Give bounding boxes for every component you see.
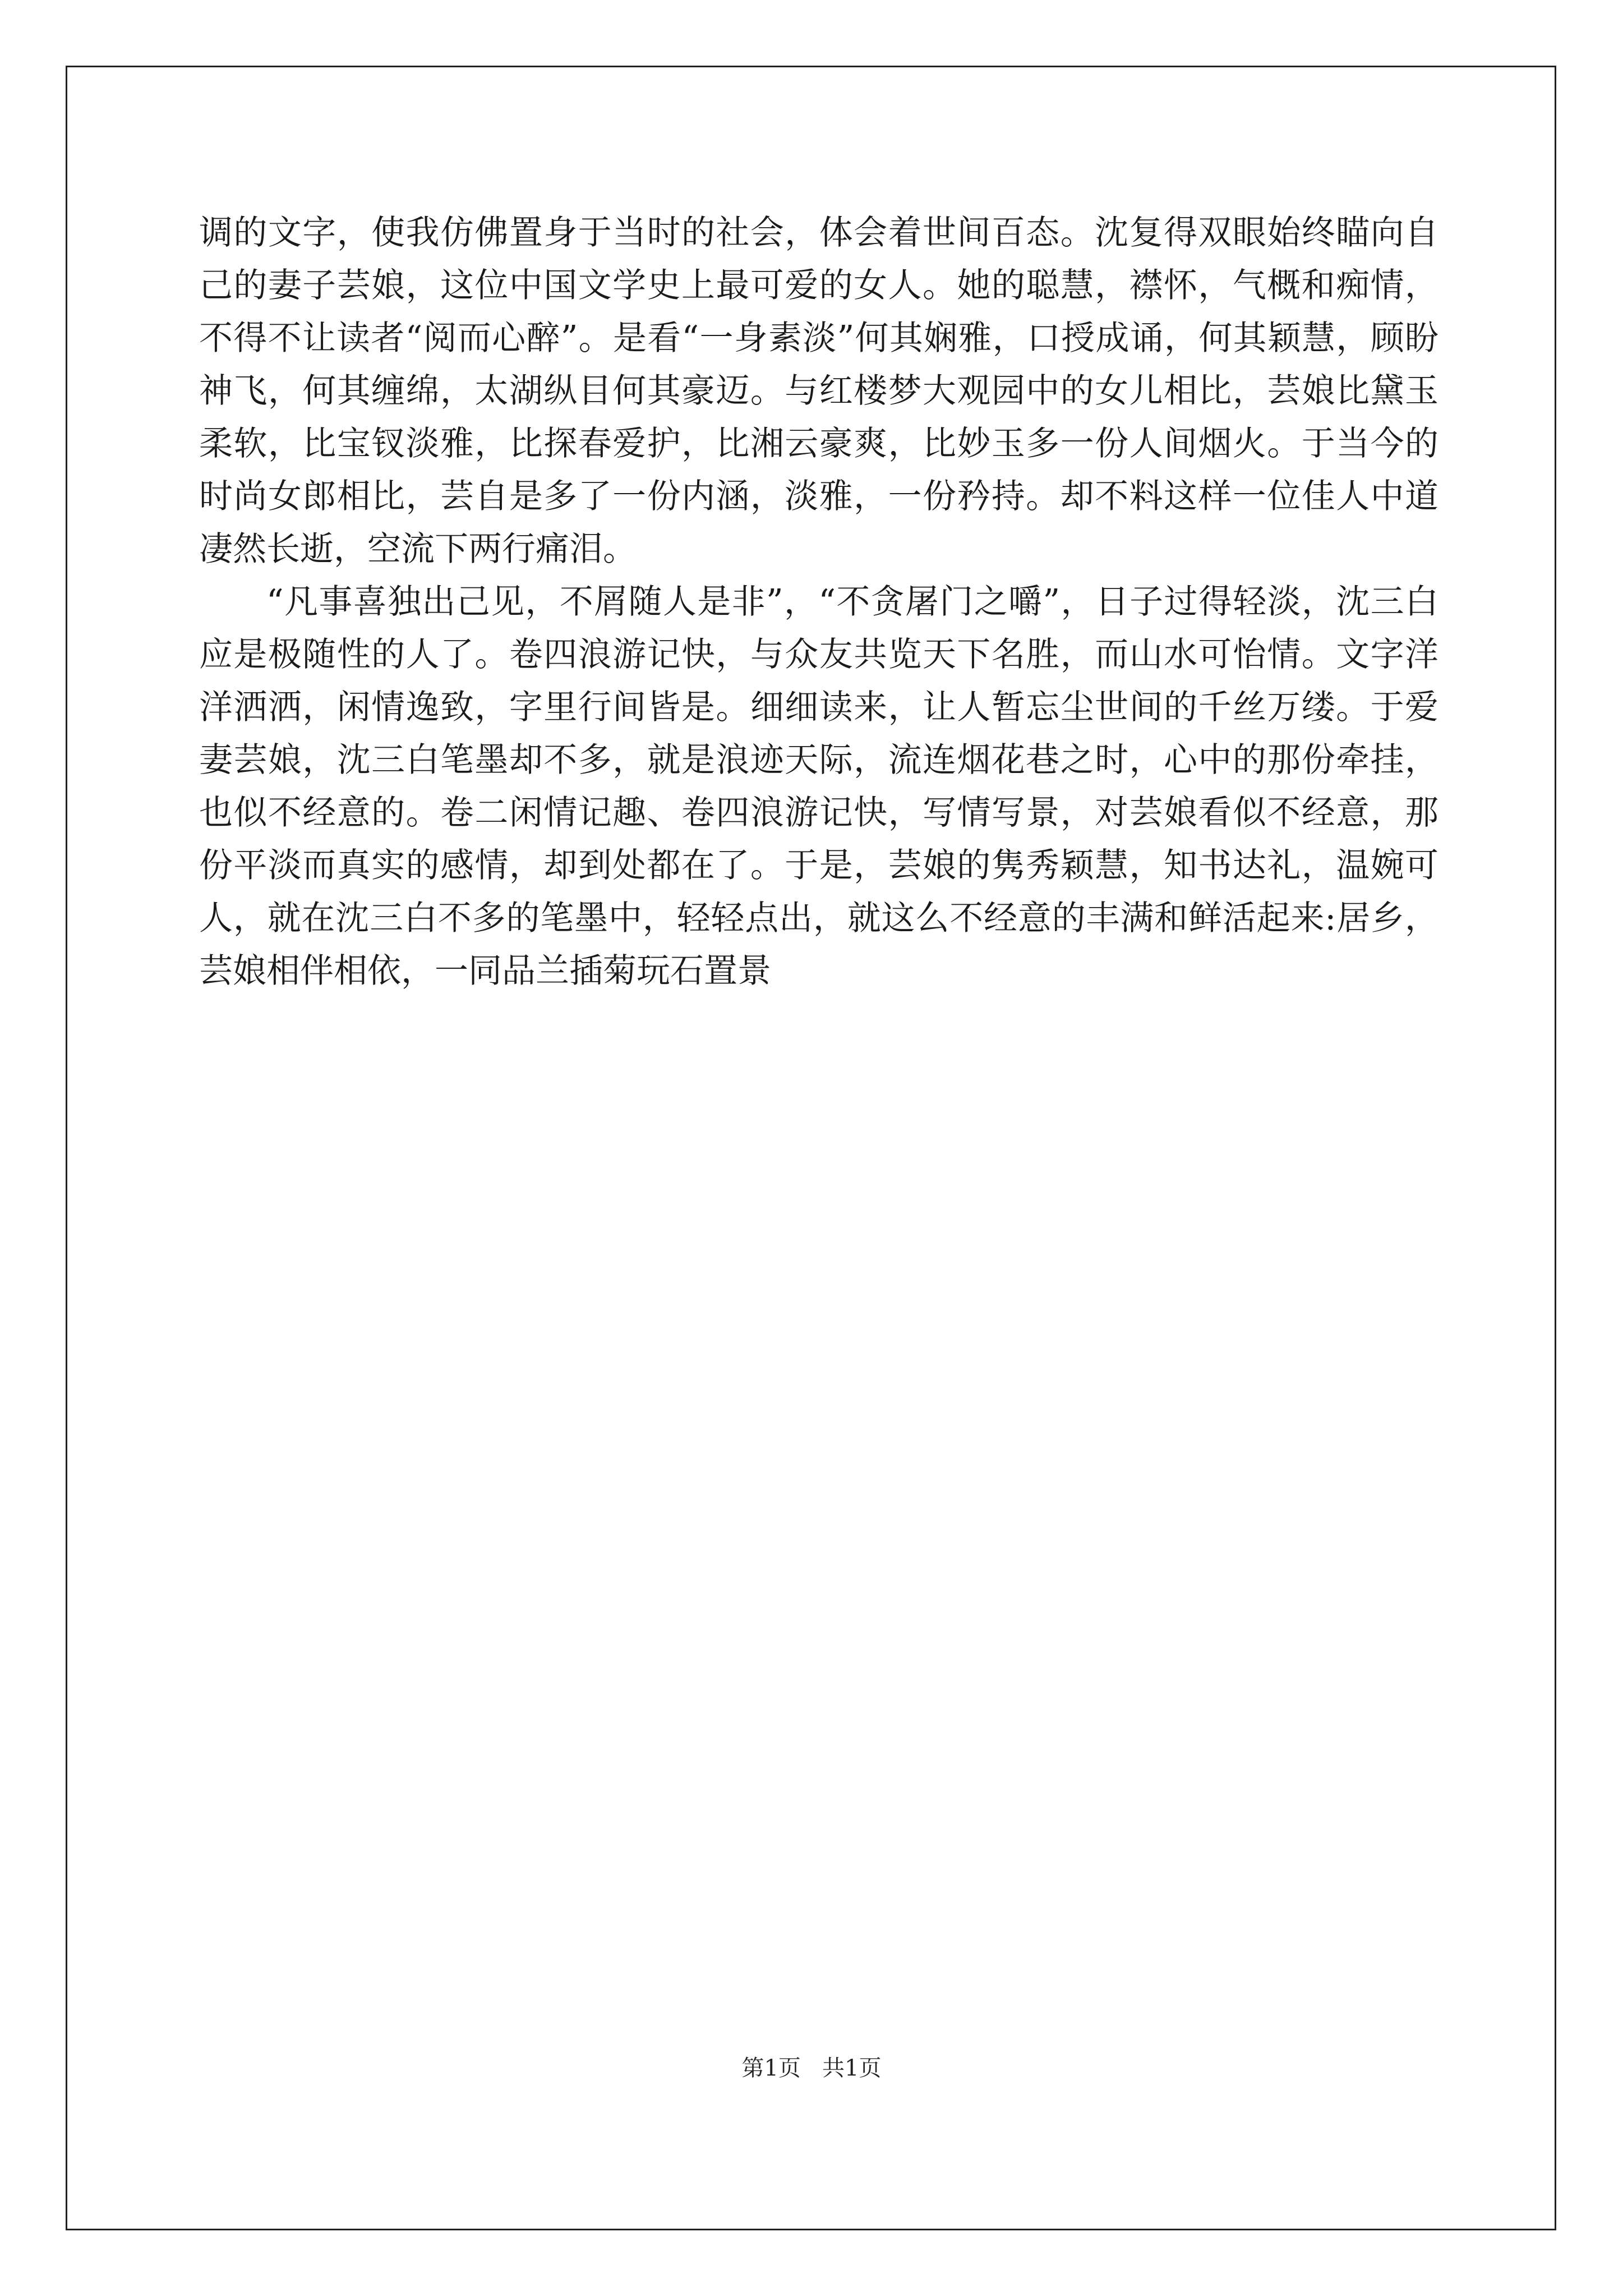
page-number: 第1页 共1页 — [741, 2055, 882, 2081]
paragraph-1: 调的文字，使我仿佛置身于当时的社会，体会着世间百态。沈复得双眼始终瞄向自己的妻子芸娘，这位中国文学史上最可爱的女人。她的聪慧，襟怀，气概和痴情，不得不让读者“阅而心醉”。是看“一身素淡”何其娴雅，口授成诵，何其颖慧，顾盼神飞，何其缠绵，太湖纵目何其豪迈。与红楼梦大观园中的女儿相比，芸娘比黛玉柔软，比宝钗淡雅，比探春爱护，比湘云豪爽，比妙玉多一份人间烟火。于当今的时尚女郎相比，芸自是多了一份内涵，淡雅，一份矜持。却不料这样一位佳人中道凄然长逝，空流下两行痛泪。 — [199, 213, 1438, 569]
paragraph-2: “凡事喜独出己见，不屑随人是非”，“不贪屠门之嚼”，日子过得轻淡，沈三白应是极随性的人了。卷四浪游记快，与众友共览天下名胜，而山水可怡情。文字洋洋洒洒，闲情逸致，字里行间皆是。细细读来，让人暂忘尘世间的千丝万缕。于爱妻芸娘，沈三白笔墨却不多，就是浪迹天际，流连烟花巷之时，心中的那份牵挂，也似不经意的。卷二闲情记趣、卷四浪游记快，写情写景，对芸娘看似不经意，那份平淡而真实的感情，却到处都在了。于是，芸娘的隽秀颖慧，知书达礼，温婉可人，就在沈三白不多的笔墨中，轻轻点出，就这么不经意的丰满和鲜活起来:居乡，芸娘相伴相依，一同品兰插菊玩石置景 — [199, 582, 1438, 991]
document-body — [199, 206, 1438, 997]
